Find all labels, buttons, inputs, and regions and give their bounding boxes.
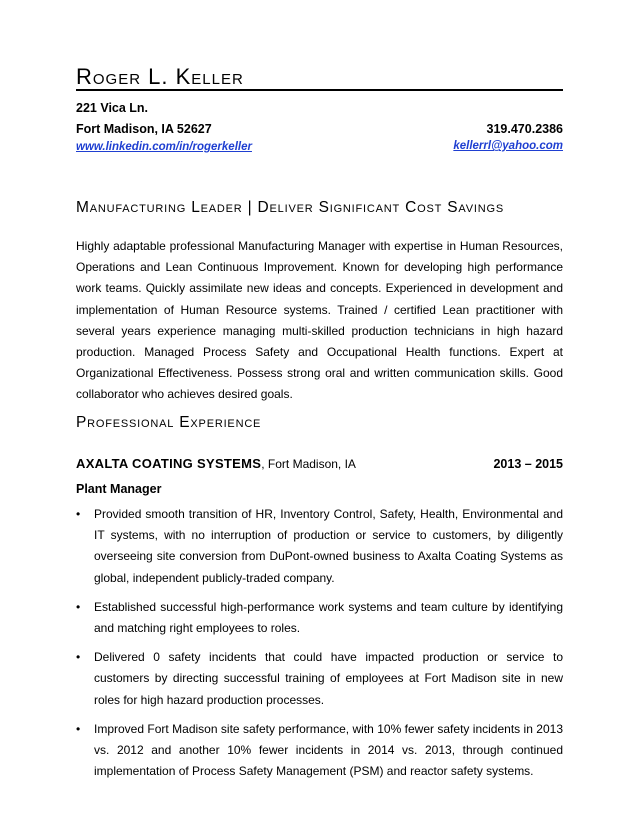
- bullet-icon: •: [76, 599, 81, 614]
- list-item: [76, 504, 563, 589]
- job-dates: 2013 – 2015: [493, 457, 563, 471]
- bullet-text: Established successful high-performance work systems and team culture by identifying and matching right employees to roles.: [94, 599, 563, 636]
- list-item: [76, 647, 563, 711]
- summary-paragraph: Highly adaptable professional Manufacturing Manager with expertise in Human Resources, Operations and Lean Continuous Improvement. Known for developing high performance work teams. Quickly assimilate new ideas and concepts. Experienced in development and implementation of Human Resource systems. Trained / certified Lean practitioner with several years experience managing multi-skilled production technicians in high hazard production. Managed Process Safety and Occupational Health functions. Expert at Organizational Effectiveness. Possess strong oral and written communication skills. Good collaborator who achieves desired goals.: [76, 239, 563, 402]
- bullet-text: Delivered 0 safety incidents that could have impacted production or service to customers by directing successful training of employees at Fort Madison site in new roles for high hazard production processes.: [94, 650, 563, 707]
- bullet-icon: •: [76, 721, 81, 736]
- headline: Manufacturing Leader | Deliver Significant Cost Savings: [76, 199, 504, 216]
- bullet-text: Improved Fort Madison site safety performance, with 10% fewer safety incidents in 2013 vs. 2012 and another 10% fewer incidents in 2014 vs. 2013, through continued implementation of Process Safety Management (PSM) and reactor safety systems.: [94, 721, 563, 779]
- list-item: [76, 597, 563, 639]
- list-item: [76, 719, 563, 783]
- bullet-icon: •: [76, 650, 81, 665]
- job-bullet-list: [76, 504, 563, 790]
- company-location: , Fort Madison, IA: [261, 457, 356, 471]
- bullet-icon: •: [76, 507, 81, 521]
- phone-number: 319.470.2386: [486, 122, 563, 136]
- address-line-1: 221 Vica Ln.: [76, 101, 149, 115]
- name-divider: [76, 89, 563, 91]
- address-line-2: Fort Madison, IA 52627: [76, 122, 212, 136]
- address-row: [76, 121, 563, 137]
- email-link[interactable]: kellerrl@yahoo.com: [453, 140, 563, 152]
- company-name: AXALTA COATING SYSTEMS: [76, 456, 262, 471]
- job-title: Plant Manager: [76, 482, 162, 496]
- bullet-text: Provided smooth transition of HR, Inventory Control, Safety, Health, Environmental and IT systems, with no interruption of production or service to customers, by diligently overseeing site conversion from DuPont-owned business to Axalta Coating Systems as global, independent publicly-traded company.: [94, 507, 563, 585]
- links-row: [76, 138, 563, 155]
- experience-heading: Professional Experience: [76, 414, 262, 431]
- candidate-name: [76, 64, 244, 90]
- candidate-name-text: Roger L. Keller: [76, 64, 244, 89]
- linkedin-link[interactable]: www.linkedin.com/in/rogerkeller: [76, 141, 252, 153]
- job-header: [76, 456, 563, 472]
